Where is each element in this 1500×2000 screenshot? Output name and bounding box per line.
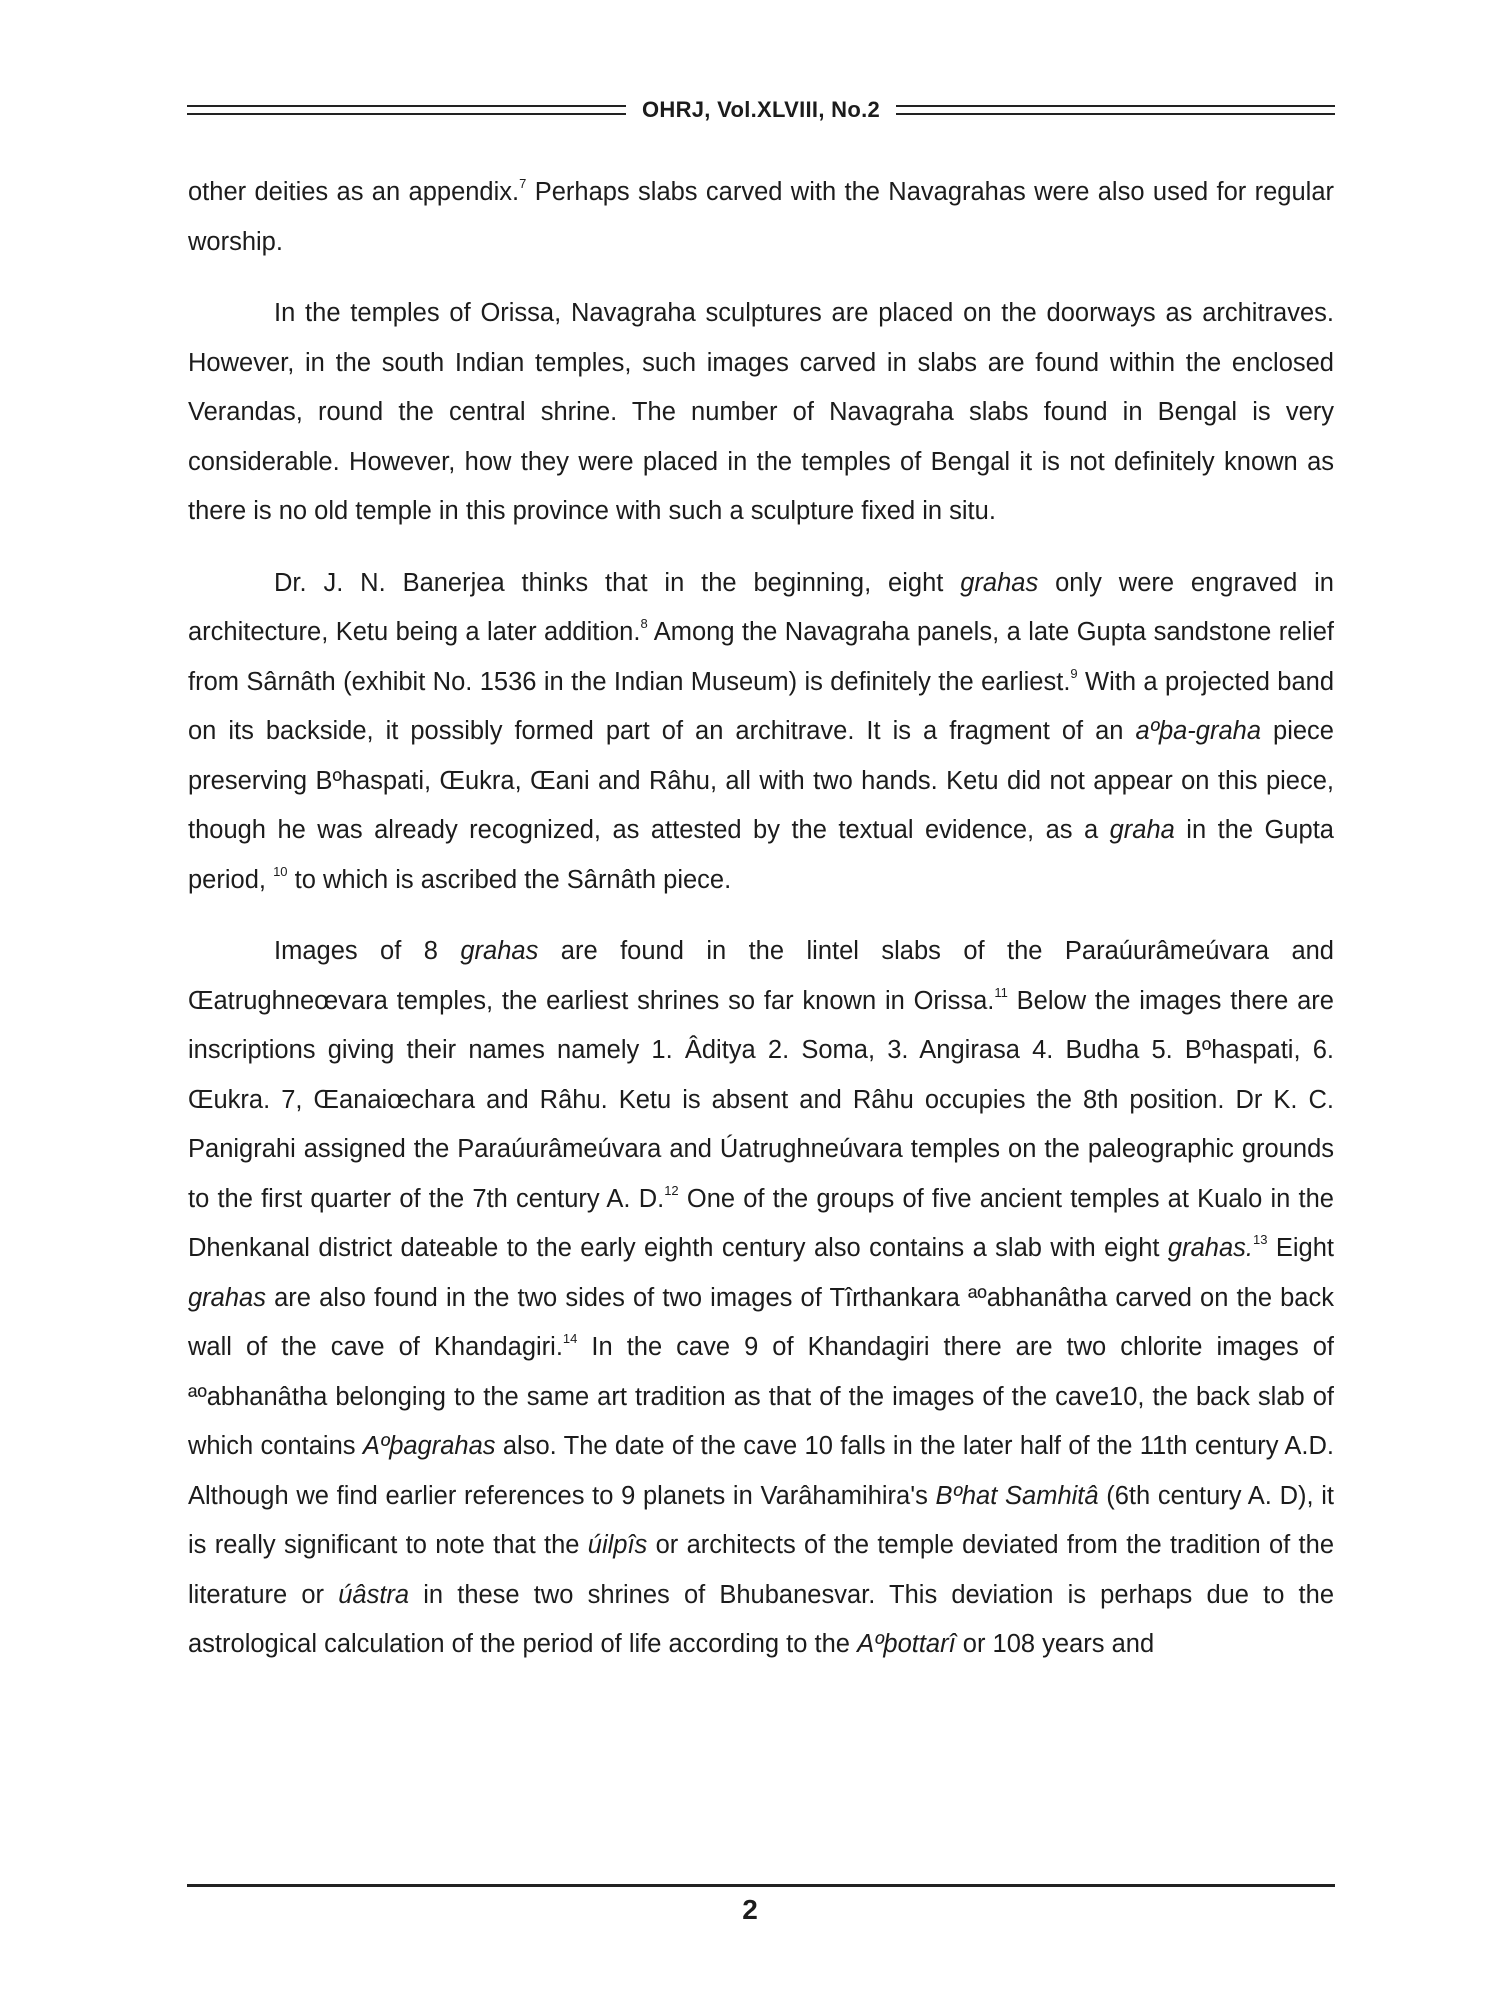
footnote-ref: 10	[273, 863, 288, 879]
text-run: or architects of the temple deviated from the tradition of the literature or	[188, 1531, 1334, 1609]
italic-term: graha	[1109, 816, 1175, 844]
italic-term: Aºþottarî	[857, 1630, 956, 1658]
italic-term: úâstra	[338, 1580, 410, 1609]
text-run: or 108 years and	[955, 1630, 1155, 1658]
footer-rule	[187, 1884, 1335, 1887]
italic-term: Bºhat Samhitâ	[935, 1481, 1099, 1510]
paragraph	[188, 289, 1334, 537]
footnote-ref: 12	[664, 1182, 679, 1198]
paragraph	[188, 168, 1334, 267]
text-run: in the Gupta period,	[188, 816, 1334, 894]
text-run: One of the groups of five ancient temples at Kualo in the Dhenkanal district dateable to the early eighth century also contains a slab with eight	[188, 1184, 1334, 1262]
text-run: Among the Navagraha panels, a late Gupta sandstone relief from Sârnâth (exhibit No. 1536 in the Indian Museum) is definitely the earliest.	[188, 618, 1334, 696]
text-run: Eight	[1267, 1234, 1334, 1262]
text-run: only were engraved in architecture, Ketu being a later addition.	[188, 568, 1334, 646]
footnote-ref: 9	[1070, 665, 1078, 681]
footnote-ref: 13	[1252, 1232, 1268, 1247]
text-run: are found in the lintel slabs of the Paraúurâmeúvara and Œatrughneœvara temples, the earliest shrines so far known in Orissa.	[188, 937, 1334, 1015]
text-run: piece preserving Bºhaspati, Œukra, Œani and Râhu, all with two hands. Ketu did not appear on this piece, though he was already recognized, as attested by the textual evidence, as a	[188, 717, 1334, 844]
text-run: Perhaps slabs carved with the Navagrahas were also used for regular worship.	[188, 178, 1335, 256]
text-run: in these two shrines of Bhubanesvar. This deviation is perhaps due to the astrological calculation of the period of life according to the	[188, 1580, 1335, 1658]
italic-term: grahas	[188, 1283, 266, 1312]
text-run: Images of 8	[274, 937, 461, 965]
text-run: other deities as an appendix.	[188, 178, 520, 206]
text-run: are also found in the two sides of two images of Tîrthankara ªºabhanâtha carved on the back wall of the cave of Khandagiri.	[188, 1283, 1334, 1361]
header-rule-right	[896, 105, 1335, 115]
body-text	[188, 168, 1334, 1692]
italic-term: úilpîs	[587, 1531, 648, 1559]
text-run: Dr. J. N. Banerjea thinks that in the beginning, eight	[274, 568, 961, 597]
text-run: to which is ascribed the Sârnâth piece.	[287, 865, 732, 894]
italic-term: aºþa-graha	[1135, 717, 1262, 745]
text-run: also. The date of the cave 10 falls in the later half of the 11th century A.D. Although we find earlier references to 9 planets in Varâhamihira's	[188, 1432, 1334, 1510]
page-number: 2	[742, 1894, 758, 1925]
footnote-ref: 11	[994, 984, 1008, 1000]
text-run: In the cave 9 of Khandagiri there are two chlorite images of ªºabhanâtha belonging to the same art tradition as that of the images of the cave10, the back slab of which contains	[188, 1333, 1334, 1460]
paragraph	[188, 559, 1334, 906]
italic-term: grahas.	[1167, 1234, 1253, 1262]
italic-term: grahas	[460, 937, 539, 965]
text-run: Below the images there are inscriptions giving their names namely 1. Âditya 2. Soma, 3. Angirasa 4. Budha 5. Bºhaspati, 6. Œukra. 7, Œanaiœchara and Râhu. Ketu is absent and Râhu occupies the 8th position. Dr K. C. Panigrahi assigned the Paraúurâmeúvara and Úatrughneúvara temples on the paleographic grounds to the first quarter of the 7th century A. D.	[188, 986, 1334, 1213]
italic-term: Aºþagrahas	[362, 1432, 496, 1460]
footnote-ref: 8	[640, 616, 648, 631]
text-run: In the temples of Orissa, Navagraha sculptures are placed on the doorways as architraves. However, in the south Indian temples, such images carved in slabs are found within the enclosed Verandas, round the central shrine. The number of Navagraha slabs found in Bengal is very considerable. However, how they were placed in the temples of Bengal it is not definitely known as there is no old temple in this province with such a sculpture fixed in situ.	[188, 299, 1334, 525]
running-header	[187, 92, 1335, 128]
footnote-ref: 14	[562, 1331, 578, 1346]
paragraph	[188, 927, 1334, 1670]
italic-term: grahas	[960, 568, 1039, 597]
text-run: (6th century A. D), it is really significant to note that the	[188, 1481, 1335, 1559]
footnote-ref: 7	[519, 176, 527, 191]
header-rule-left	[187, 105, 626, 115]
journal-title: OHRJ, Vol.XLVIII, No.2	[641, 97, 881, 122]
text-run: With a projected band on its backside, it possibly formed part of an architrave. It is a fragment of an	[188, 667, 1334, 745]
